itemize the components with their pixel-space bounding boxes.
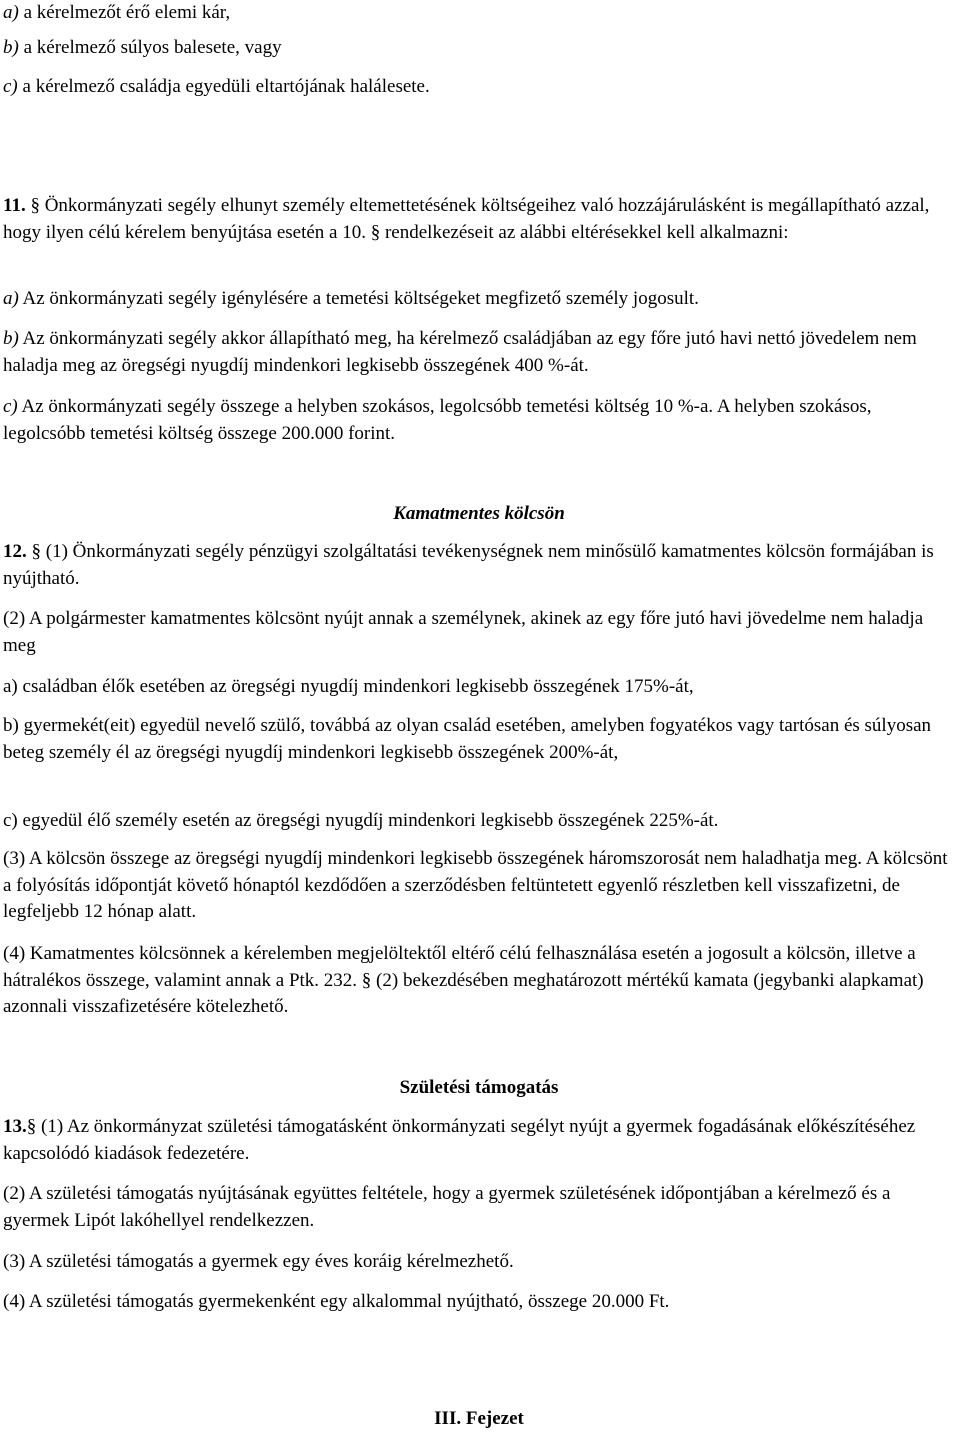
list-item: b) a kérelmező súlyos balesete, vagy bbox=[3, 37, 282, 58]
section-13-par-3: (3) A születési támogatás a gyermek egy éves koráig kérelmezhető. bbox=[3, 1251, 514, 1272]
list-item: a) a kérelmezőt érő elemi kár, bbox=[3, 2, 231, 23]
section-11-item-b: b) Az önkormányzati segély akkor állapítható meg, ha kérelmező családjában az egy főre jutó havi nettó jövedelem nem haladja meg az öregségi nyugdíj mindenkori legkisebb összegének 400 %-át. bbox=[3, 328, 917, 376]
section-13-par-1: 13.§ (1) Az önkormányzat születési támogatásként önkormányzati segélyt nyújt a gyermek fogadásának előkészítéséhez kapcsolódó kiadások fedezetére. bbox=[3, 1116, 916, 1164]
section-13-par-4: (4) A születési támogatás gyermekenként egy alkalommal nyújtható, összege 20.000 Ft. bbox=[3, 1291, 670, 1312]
section-12-par-3: (3) A kölcsön összege az öregségi nyugdíj mindenkori legkisebb összegének háromszorosát nem haladhatja meg. A kölcsönt a folyósítás időpontját követő hónaptól kezdődően a szerződésben feltüntetett egyenlő részletben kell visszafizetni, de legfeljebb 12 hónap alatt. bbox=[3, 848, 948, 922]
section-13-par-2: (2) A születési támogatás nyújtásának együttes feltétele, hogy a gyermek születésének időpontjában a kérelmező és a gyermek Lipót lakóhellyel rendelkezzen. bbox=[3, 1183, 891, 1231]
section-12-item-c: c) egyedül élő személy esetén az öregségi nyugdíj mindenkori legkisebb összegének 225%-át. bbox=[3, 810, 719, 831]
section-11-item-a: a) Az önkormányzati segély igénylésére a temetési költségeket megfizető személy jogosult. bbox=[3, 288, 699, 309]
heading-kamatmentes-kolcson: Kamatmentes kölcsön bbox=[393, 503, 565, 524]
list-item: c) a kérelmező családja egyedüli eltartójának halálesete. bbox=[3, 76, 430, 97]
section-11-item-c: c) Az önkormányzati segély összege a helyben szokásos, legolcsóbb temetési költség 10 %-a. A helyben szokásos, legolcsóbb temetési költség összege 200.000 forint. bbox=[3, 396, 872, 444]
section-12-par-2: (2) A polgármester kamatmentes kölcsönt nyújt annak a személynek, akinek az egy főre jutó havi jövedelme nem haladja meg bbox=[3, 608, 924, 656]
section-12-item-a: a) családban élők esetében az öregségi nyugdíj mindenkori legkisebb összegének 175%-át, bbox=[3, 676, 694, 697]
section-12-par-4: (4) Kamatmentes kölcsönnek a kérelemben megjelöltektől eltérő célú felhasználása esetén a jogosult a kölcsön, illetve a hátralékos összege, valamint annak a Ptk. 232. § (2) bekezdésében meghatározott mértékű kamata (jegybanki alapkamat) azonnali visszafizetésére kötelezhető. bbox=[3, 943, 924, 1017]
chapter-heading: III. Fejezet bbox=[434, 1408, 524, 1429]
section-12-item-b: b) gyermekét(eit) egyedül nevelő szülő, továbbá az olyan család esetében, amelyben fogyatékos vagy tartósan és súlyosan beteg személy él az öregségi nyugdíj mindenkori legkisebb összegének 200%-át, bbox=[3, 715, 932, 763]
section-11-intro: 11. § Önkormányzati segély elhunyt személy eltemettetésének költségeihez való hozzájárulásként is megállapítható azzal, hogy ilyen célú kérelem benyújtása esetén a 10. § rendelkezéseit az alábbi eltérésekkel kell alkalmazni: bbox=[3, 195, 930, 243]
heading-szuletesi-tamogatas: Születési támogatás bbox=[399, 1077, 559, 1098]
section-12-par-1: 12. § (1) Önkormányzati segély pénzügyi szolgáltatási tevékenységnek nem minősülő kamatmentes kölcsön formájában is nyújtható. bbox=[3, 541, 934, 589]
